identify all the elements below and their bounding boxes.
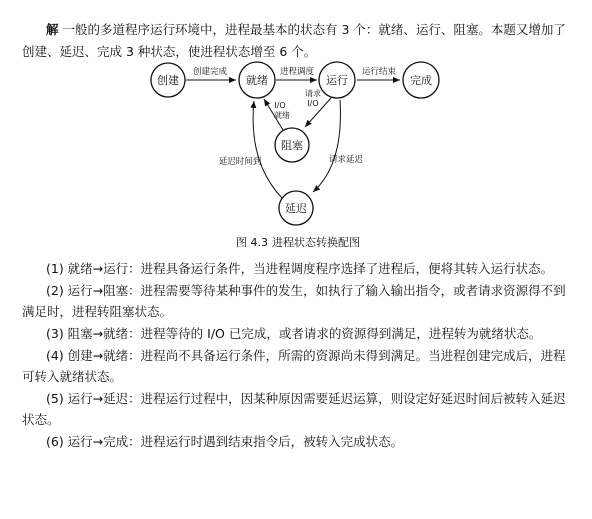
- state-transition-diagram: [0, 52, 592, 252]
- list-item: (3) 阻塞→就绪：进程等待的 I/O 已完成，或者请求的资源得到满足，进程转为就绪状态。: [46, 326, 542, 341]
- edge-label-create-ready: 创建完成: [192, 67, 228, 77]
- edge-label-running-blocked-2: I/O: [307, 99, 319, 108]
- figure-caption: [0, 236, 592, 250]
- edge-label-running-delayed: 请求延迟: [328, 155, 364, 165]
- edge-label-blocked-ready-2: 就绪: [274, 111, 290, 120]
- figure-number: 图 4.3: [236, 236, 268, 249]
- figure-title: 进程状态转换配图: [272, 236, 360, 249]
- list-item: (4) 创建→就绪：进程尚不具备运行条件，所需的资源尚未得到满足。当进程创建完成后，进程可转入就绪状态。: [22, 348, 566, 384]
- list-item: (2) 运行→阻塞：进程需要等待某种事件的发生，如执行了输入输出指令，或者请求资源得不到满足时，进程转阻塞状态。: [22, 283, 566, 319]
- list-item: (5) 运行→延迟：进程运行过程中，因某种原因需要延迟运算，则设定好延迟时间后被转入延迟状态。: [22, 391, 566, 427]
- transition-list: [22, 258, 578, 453]
- edge-label-running-blocked-1: 请求: [305, 89, 321, 98]
- list-item: (1) 就绪→运行：进程具备运行条件，当进程调度程序选择了进程后，便将其转入运行状态。: [46, 261, 554, 276]
- edge-label-delayed-ready: 延迟时间到: [218, 157, 262, 167]
- state-transition-figure: [0, 52, 592, 252]
- state-create-label: 创建: [157, 74, 179, 87]
- edge-label-blocked-ready-1: I/O: [274, 101, 286, 110]
- edge-label-ready-running: 进程调度: [279, 67, 315, 77]
- state-delayed-label: 延迟: [285, 202, 307, 215]
- state-done-label: 完成: [410, 74, 432, 87]
- edge-label-running-done: 运行结束: [361, 67, 397, 77]
- state-running-label: 运行: [326, 74, 348, 87]
- intro-text: 一般的多道程序运行环境中，进程最基本的状态有 3 个：就绪、运行、阻塞。本题又增加了创建、延迟、完成 3 种状态，使进程状态增至 6 个。: [22, 21, 566, 59]
- intro-lead: 解: [46, 21, 59, 37]
- state-ready-label: 就绪: [246, 74, 268, 87]
- list-item: (6) 运行→完成：进程运行时遇到结束指令后，被转入完成状态。: [46, 434, 404, 449]
- state-blocked-label: 阻塞: [281, 139, 303, 152]
